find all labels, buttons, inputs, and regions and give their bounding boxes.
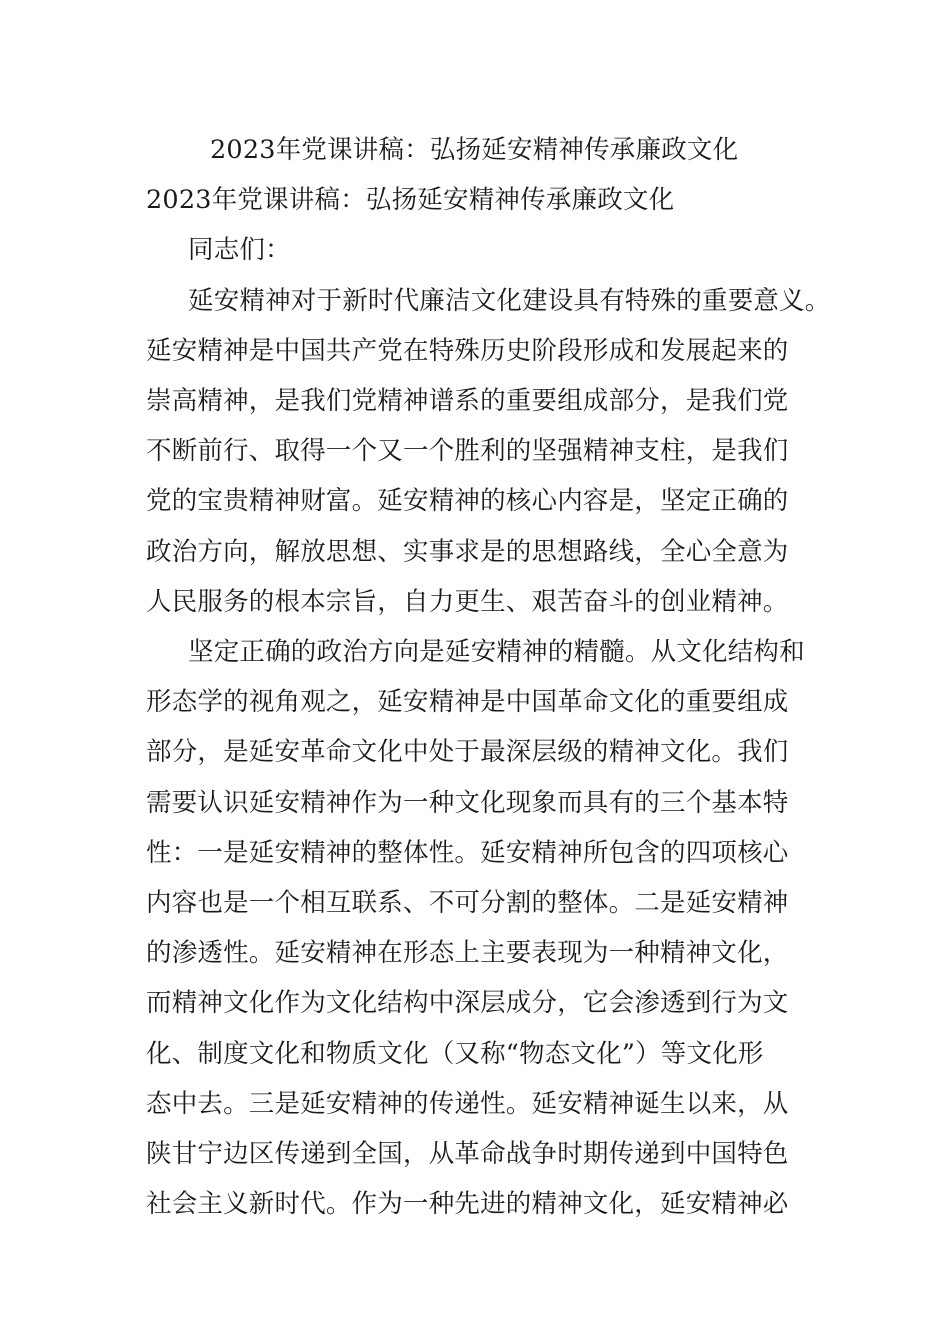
paragraph-line: 崇高精神，是我们党精神谱系的重要组成部分，是我们党 (146, 386, 789, 417)
document-title-centered: 2023年党课讲稿：弘扬延安精神传承廉政文化 (210, 135, 739, 165)
paragraph-line: 党的宝贵精神财富。延安精神的核心内容是，坚定正确的 (146, 486, 789, 517)
paragraph-line: 态中去。三是延安精神的传递性。延安精神诞生以来，从 (146, 1088, 789, 1119)
paragraph-line: 的渗透性。延安精神在形态上主要表现为一种精神文化， (146, 938, 789, 969)
paragraph-line: 延安精神是中国共产党在特殊历史阶段形成和发展起来的 (146, 335, 789, 366)
document-title: 2023年党课讲稿：弘扬延安精神传承廉政文化 (146, 185, 675, 216)
paragraph-line: 坚定正确的政治方向是延安精神的精髓。从文化结构和 (188, 637, 805, 668)
paragraph-line: 延安精神对于新时代廉洁文化建设具有特殊的重要意义。 (188, 285, 831, 316)
paragraph-line: 形态学的视角观之，延安精神是中国革命文化的重要组成 (146, 687, 789, 718)
paragraph-2 (146, 627, 818, 1229)
salutation: 同志们： (188, 235, 291, 266)
paragraph-line: 部分，是延安革命文化中处于最深层级的精神文化。我们 (146, 737, 789, 768)
paragraph-line: 需要认识延安精神作为一种文化现象而具有的三个基本特 (146, 787, 789, 818)
document-body (146, 125, 831, 1229)
paragraph-1 (146, 276, 831, 627)
paragraph-line: 化、制度文化和物质文化（又称“物态文化”）等文化形 (146, 1038, 764, 1069)
paragraph-line: 而精神文化作为文化结构中深层成分，它会渗透到行为文 (146, 988, 789, 1019)
paragraph-line: 人民服务的根本宗旨，自力更生、艰苦奋斗的创业精神。 (146, 586, 789, 617)
paragraph-line: 内容也是一个相互联系、不可分割的整体。二是延安精神 (146, 888, 789, 919)
paragraph-line: 性：一是延安精神的整体性。延安精神所包含的四项核心 (146, 837, 789, 868)
paragraph-line: 陕甘宁边区传递到全国，从革命战争时期传递到中国特色 (146, 1139, 789, 1170)
paragraph-line: 不断前行、取得一个又一个胜利的坚强精神支柱，是我们 (146, 436, 789, 467)
paragraph-line: 社会主义新时代。作为一种先进的精神文化，延安精神必 (146, 1189, 789, 1220)
paragraph-line: 政治方向，解放思想、实事求是的思想路线，全心全意为 (146, 536, 789, 567)
